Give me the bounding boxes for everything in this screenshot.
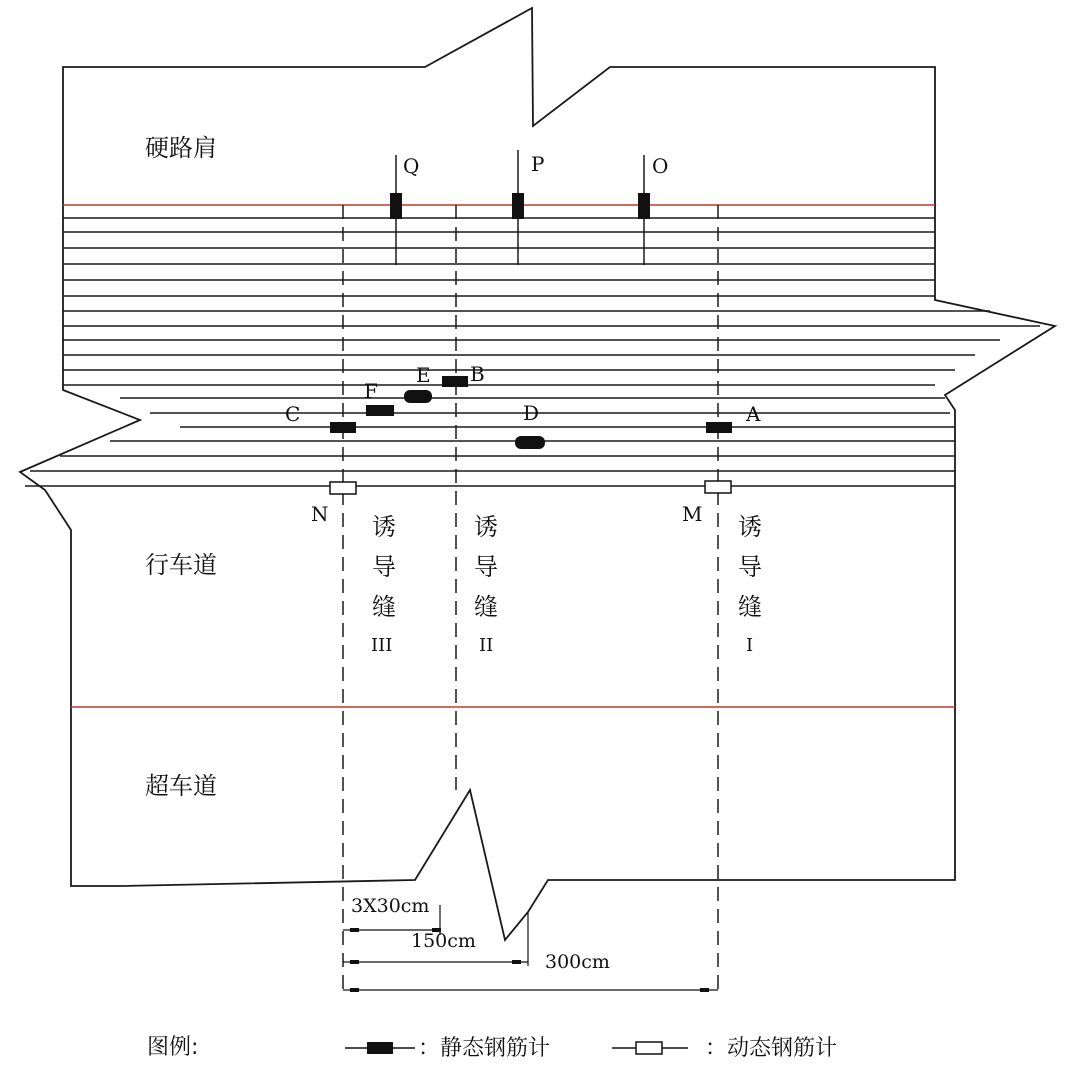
- static-gauge-o: [638, 193, 650, 219]
- svg-text:导: 导: [372, 553, 396, 581]
- label-n: N: [311, 502, 329, 526]
- label-c: C: [285, 402, 301, 426]
- svg-text:缝: 缝: [474, 593, 498, 621]
- legend-dynamic-gauge: [636, 1042, 662, 1054]
- label-b: B: [470, 362, 485, 386]
- label-p: P: [531, 152, 545, 176]
- dimension-300: [343, 951, 718, 992]
- svg-text:3X30cm: 3X30cm: [351, 895, 430, 917]
- static-gauge-e: [404, 390, 432, 403]
- svg-text:缝: 缝: [738, 593, 762, 621]
- svg-text:II: II: [479, 635, 494, 656]
- static-gauge-a: [706, 422, 732, 433]
- svg-text:诱: 诱: [474, 513, 498, 541]
- joint-label-II: [474, 513, 498, 656]
- label-a: A: [746, 402, 761, 426]
- legend-dynamic-label: ：动态钢筋计: [705, 1036, 838, 1061]
- dynamic-gauge-m: [705, 481, 731, 493]
- label-f: F: [364, 379, 378, 403]
- dimension-3x30: [343, 895, 441, 935]
- svg-text:150cm: 150cm: [411, 930, 476, 952]
- svg-text:III: III: [371, 635, 393, 656]
- label-e: E: [416, 363, 431, 387]
- static-gauge-f: [366, 405, 394, 416]
- svg-text:诱: 诱: [738, 513, 762, 541]
- svg-text:I: I: [746, 635, 754, 656]
- label-m: M: [682, 502, 703, 526]
- joint-label-I: [738, 513, 762, 656]
- legend-title: 图例:: [147, 1035, 199, 1060]
- label-d: D: [523, 401, 540, 425]
- svg-text:300cm: 300cm: [545, 951, 610, 973]
- zone-overtaking-lane: 超车道: [145, 772, 217, 800]
- static-gauge-p: [512, 193, 524, 219]
- label-o: O: [652, 154, 669, 178]
- svg-text:缝: 缝: [372, 593, 396, 621]
- legend-static-gauge: [367, 1042, 393, 1054]
- static-gauge-b: [442, 376, 468, 387]
- svg-text:诱: 诱: [372, 513, 396, 541]
- static-gauge-d: [515, 436, 545, 449]
- svg-text:导: 导: [474, 553, 498, 581]
- legend: [147, 1035, 837, 1061]
- zone-hard-shoulder: 硬路肩: [145, 134, 217, 162]
- static-gauge-q: [390, 193, 402, 219]
- zone-driving-lane: 行车道: [145, 551, 217, 579]
- svg-text:导: 导: [738, 553, 762, 581]
- static-gauge-c: [330, 422, 356, 433]
- label-q: Q: [403, 154, 420, 178]
- legend-static-label: ：静态钢筋计: [418, 1036, 551, 1061]
- dynamic-gauge-n: [330, 482, 356, 494]
- joint-label-III: [371, 513, 396, 656]
